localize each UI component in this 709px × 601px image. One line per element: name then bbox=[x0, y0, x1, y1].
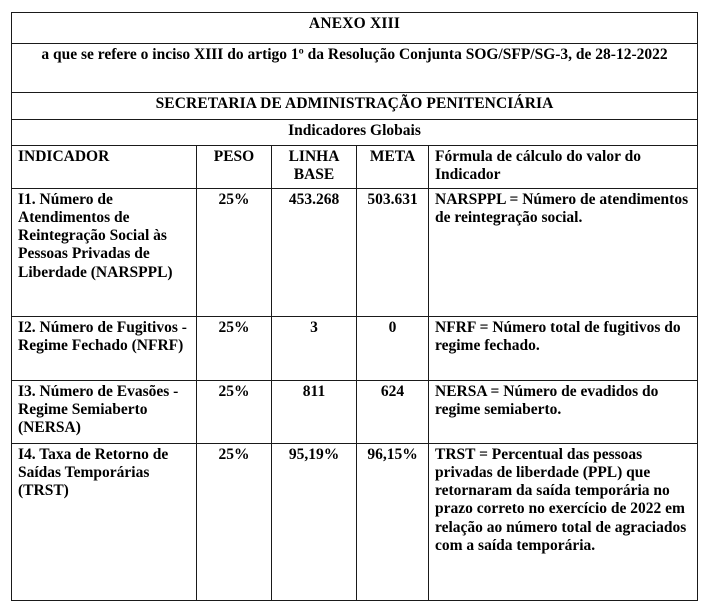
annex-title-row bbox=[12, 13, 698, 44]
cell-formula: TRST = Percentual das pessoas privadas de liberdade (PPL) que retornaram da saída temporária no prazo correto no exercício de 2022 em relação ao número total de agraciados com a saída temporária. bbox=[429, 444, 698, 601]
cell-indicador: I1. Número de Atendimentos de Reintegração Social às Pessoas Privadas de Liberdade (NARSPPL) bbox=[12, 189, 197, 317]
column-header-formula: Fórmula de cálculo do valor do Indicador bbox=[429, 146, 698, 189]
column-header-peso: PESO bbox=[197, 146, 272, 189]
cell-formula: NERSA = Número de evadidos do regime semiaberto. bbox=[429, 381, 698, 444]
cell-peso: 25% bbox=[197, 317, 272, 381]
cell-meta: 0 bbox=[357, 317, 429, 381]
cell-formula: NARSPPL = Número de atendimentos de reintegração social. bbox=[429, 189, 698, 317]
section-title: SECRETARIA DE ADMINISTRAÇÃO PENITENCIÁRIA bbox=[12, 93, 698, 120]
group-title: Indicadores Globais bbox=[12, 120, 698, 146]
cell-peso: 25% bbox=[197, 189, 272, 317]
indicators-table bbox=[11, 12, 698, 601]
annex-subtitle: a que se refere o inciso XIII do artigo 1º da Resolução Conjunta SOG/SFP/SG-3, de 28-12-2022 bbox=[12, 44, 698, 93]
cell-peso: 25% bbox=[197, 444, 272, 601]
column-header-meta: META bbox=[357, 146, 429, 189]
cell-linha-base: 811 bbox=[272, 381, 357, 444]
cell-indicador: I4. Taxa de Retorno de Saídas Temporárias (TRST) bbox=[12, 444, 197, 601]
column-header-linha-base: LINHA BASE bbox=[272, 146, 357, 189]
table-row bbox=[12, 381, 698, 444]
table-row bbox=[12, 444, 698, 601]
cell-meta: 624 bbox=[357, 381, 429, 444]
table-row bbox=[12, 317, 698, 381]
cell-indicador: I2. Número de Fugitivos - Regime Fechado (NFRF) bbox=[12, 317, 197, 381]
table-row bbox=[12, 189, 698, 317]
annex-subtitle-row bbox=[12, 44, 698, 93]
annex-title: ANEXO XIII bbox=[12, 13, 698, 44]
cell-indicador: I3. Número de Evasões - Regime Semiaberto (NERSA) bbox=[12, 381, 197, 444]
section-title-row bbox=[12, 93, 698, 120]
group-title-row bbox=[12, 120, 698, 146]
cell-linha-base: 3 bbox=[272, 317, 357, 381]
cell-peso: 25% bbox=[197, 381, 272, 444]
cell-linha-base: 95,19% bbox=[272, 444, 357, 601]
cell-linha-base: 453.268 bbox=[272, 189, 357, 317]
cell-formula: NFRF = Número total de fugitivos do regime fechado. bbox=[429, 317, 698, 381]
cell-meta: 503.631 bbox=[357, 189, 429, 317]
table-header-row bbox=[12, 146, 698, 189]
column-header-indicador: INDICADOR bbox=[12, 146, 197, 189]
cell-meta: 96,15% bbox=[357, 444, 429, 601]
